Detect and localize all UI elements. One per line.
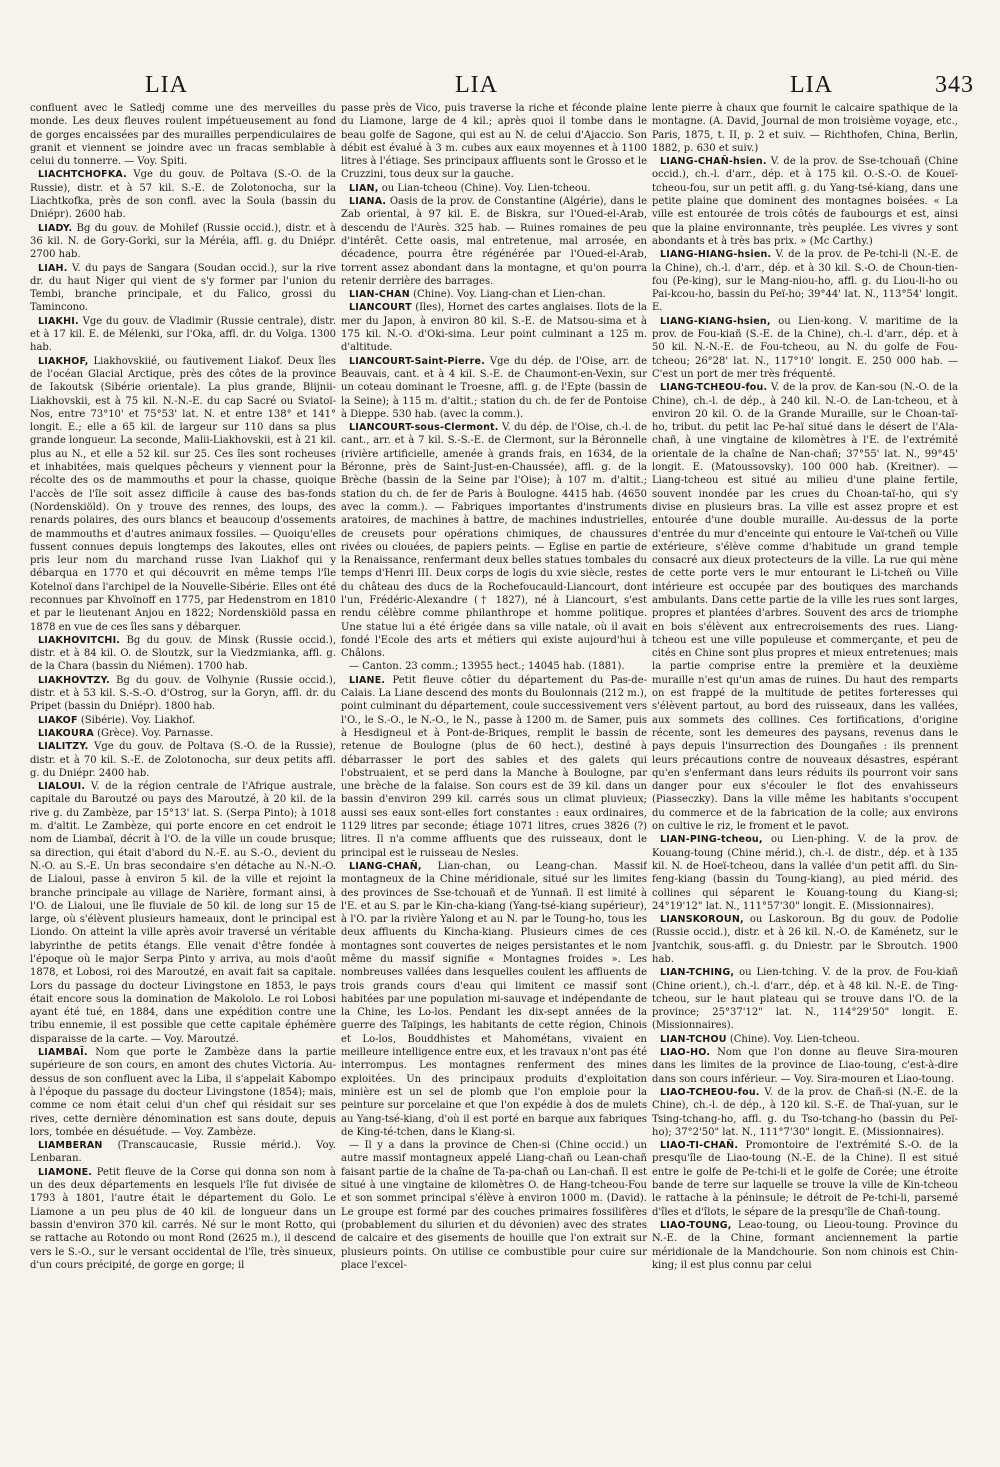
entry-headword: LIAKHOVTZY. bbox=[38, 674, 110, 686]
dictionary-entry bbox=[341, 674, 647, 860]
entry-text: Vge du gouv. de Vladimir (Russie centrale), distr. et à 17 kil. E. de Mélenki, sur l'Oka, affl. dr. du Volga. 1300 hab. bbox=[30, 315, 336, 354]
running-head-center: LIA bbox=[455, 72, 498, 98]
entry-text: (Transcaucasie, Russie mérid.). Voy. Lenbaran. bbox=[30, 1140, 336, 1165]
entry-headword: LIAMONE. bbox=[38, 1166, 93, 1178]
entry-headword: LIALOUI. bbox=[38, 781, 86, 793]
dictionary-entry bbox=[341, 182, 647, 195]
entry-headword: LIAO-TI-CHAÑ. bbox=[660, 1140, 739, 1152]
dictionary-entry bbox=[30, 740, 336, 780]
entry-text: Leao-toung, ou Lieou-toung. Province du N.-E. de la Chine, formant anciennement la partie méridionale de la Mandchourie. Son nom chinois est Chin-king; il est plus connu par celui bbox=[652, 1219, 958, 1271]
dictionary-entry bbox=[652, 1046, 958, 1086]
dictionary-entry bbox=[652, 1139, 958, 1219]
dictionary-entry bbox=[341, 301, 647, 354]
entry-text: (Chine). Voy. Lien-tcheou. bbox=[729, 1033, 860, 1045]
entry-text: V. du pays de Sangara (Soudan occid.), sur la rive dr. du haut Niger qui vient de s'y former par l'union du Tembi, branche principale, et du Falico, grossi du Tamincono. bbox=[30, 262, 336, 314]
dictionary-entry bbox=[30, 1166, 336, 1272]
entry-headword: LIAN-PING-tcheou, bbox=[660, 834, 763, 846]
entry-text: Lian-chan, ou Leang-chan. Massif montagneux de la Chine méridionale, situé sur les limites des provinces de Sse-tchouañ et de Yunnañ. Il est limité à l'E. et au S. par le Kin-cha-kiang (Yang-tsé-kiang supérieur), à l'O. par la rivière Yalong et au N. par le Toung-ho, tous les deux affluents du Kincha-kiang. Plusieurs cimes de ces montagnes sont couvertes de neiges persistantes et le nom même du massif signifie « Montagnes froides ». Les nombreuses vallées dans lesquelles coulent les affluents de trois grands cours d'eau qui limitent ce massif sont habitées par une population mi-sauvage et indépendante de la Chine, les Lo-los. Pendant les dix-sept années de la guerre des Taïpings, les habitants de cette région, Chinois et Lo-los, Bouddhistes et Mahométans, vivaient en meilleure intelligence entre eux, et les travaux n'ont pas été interrompus. Les montagnes renferment des mines exploitées. Un des principaux produits d'exploitation minière est un sel de plomb que l'on emploie pour la peinture sur porcelaine et que l'on expédie à dos de mulets au Yang-tsé-kiang, d'où il est porté en barque aux fabriques de King-té-tchen, dans le Kiang-si. bbox=[341, 860, 647, 1138]
entry-text: Petit fleuve côtier du département du Pas-de-Calais. La Liane descend des monts du Boulonnais (212 m.), point culminant du département, coule successivement vers l'O., le S.-O., le N.-O., le N., passe à 1200 m. de Samer, puis à Hesdigneul et à Pont-de-Briques, remplit le bassin de retenue de Boulogne (plus de 60 hect.), destiné à débarrasser le port des sables et des galets qui l'obstruaient, et se perd dans la Manche à Boulogne, par une brèche de la falaise. Son cours est de 39 kil. dans un bassin d'environ 299 kil. carrés sous un climat pluvieux; aussi ses eaux sont-elles fort constantes : eaux ordinaires, 1129 litres par seconde; étiage 1071 litres, crues 3826 (?) litres. Il n'a comme affluents que des ruisseaux, dont le principal est le ruisseau de Nesles. bbox=[341, 674, 647, 859]
dictionary-entry bbox=[652, 248, 958, 314]
entry-text: Bg du gouv. de Volhynie (Russie occid.), distr. et à 53 kil. S.-S.-O. d'Ostrog, sur la Goryn, affl. dr. du Pripet (bassin du Dniépr). 1800 hab. bbox=[30, 674, 336, 713]
entry-headword: LIAKOURA bbox=[38, 727, 94, 739]
dictionary-entry bbox=[30, 780, 336, 1046]
dictionary-entry bbox=[652, 315, 958, 381]
entry-headword: LIANG-HIANG-hsien. bbox=[660, 249, 772, 261]
entry-text: Nom que porte le Zambèze dans la partie supérieure de son cours, en amont des chutes Victoria. Au-dessus de son confluent avec la Liba, il s'appelait Kabompo à l'époque du passage du docteur Livingstone (1854); mais, comme ce nom était celui d'un chef qui résidait sur ses rives, cette dernière dénomination est sans doute, depuis lors, tombée en désuétude. — Voy. Zambèze. bbox=[30, 1047, 336, 1138]
entry-headword: LIAMBAÏ. bbox=[38, 1047, 88, 1059]
entry-text: V. de la région centrale de l'Afrique australe, capitale du Baroutzé ou pays des Maroutzé, à 20 kil. de la rive g. du Zambèze, par 15°13' lat. S. (Serpa Pinto); à 1018 m. d'altit. Le Zambèze, qui porte encore en cet endroit le nom de Liambaï, décrit à l'O. de la ville un coude brusque; sa direction, qui était d'abord du N.-E. au S.-O., devient du N.-O. au S.-E. Un bras secondaire s'en détache au N.-N.-O. de Lialoui, passe à environ 5 kil. de la ville et rejoint la branche principale au village de Narière, formant ainsi, à l'O. de Lialoui, une île fluviale de 50 kil. de long sur 15 de large, où s'élèvent plusieurs hameaux, dont le principal est Liondo. On atteint la ville après avoir traversé un véritable labyrinthe de petits étangs. Elle venait d'être fondée à l'époque où le major Serpa Pinto y arriva, au mois d'août 1878, et Lobosi, roi des Maroutzé, en avait fait sa capitale. Lors du passage du docteur Livingstone en 1853, le pays était encore sous la domination de Makololo. Le roi Lobosi ayant été tué, en 1884, dans une expédition contre une tribu ennemie, il est possible que cette capitale éphémère disparaisse de la carte. — Voy. Maroutzé. bbox=[30, 781, 336, 1045]
entry-text: Vge du gouv. de Poltava (S.-O. de la Russie), distr. et à 70 kil. S.-E. de Zolotonocha, sur deux petits affl. g. du Dniépr. 2400 hab. bbox=[30, 741, 336, 779]
entry-headword: LIAKHOF, bbox=[38, 355, 89, 367]
entry-text: Vge du dép. de l'Oise, arr. de Beauvais, cant. et à 4 kil. S.-E. de Chaumont-en-Vexin, sur un coteau dominant le Troesne, affl. g. de l'Epte (bassin de la Seine); à 115 m. d'altit.; station du ch. de fer de Pontoise à Dieppe. 530 hab. (avec la comm.). bbox=[341, 355, 647, 420]
dictionary-entry bbox=[30, 355, 336, 634]
entry-text: V. de la prov. de Kan-sou (N.-O. de la Chine), ch.-l. de dép., à 240 kil. N.-O. de Lan-tcheou, et à environ 20 kil. O. de la Grande Muraille, sur le Choan-taï-ho, tribut. du petit lac Pe-haï situé dans le désert de l'Ala-chañ, à une vingtaine de kilomètres à l'E. de l'extrémité orientale de la chaîne de Nan-chañ; 37°55' lat. N., 99°45' longit. E. (Matoussovsky). 100 000 hab. (Kreitner). — Liang-tcheou est situé au milieu d'une plaine fertile, souvent inondée par les crues du Choan-taï-ho, qui s'y divise en plusieurs bras. La ville est assez propre et est entourée d'une double muraille. Au-dessus de la porte d'entrée du mur d'enceinte qui entoure le Vaï-tcheñ ou Ville extérieure, s'élève comme d'habitude un grand temple consacré aux dieux protecteurs de la ville. La rue qui mène de cette porte vers le mur entourant le Li-tcheñ ou Ville intérieure est occupée par des boutiques des marchands ambulants. Dans cette partie de la ville les rues sont larges, propres et plantées d'arbres. Souvent des arcs de triomphe en bois s'élèvent aux entrecroisements des rues. Liang-tcheou est une ville populeuse et commerçante, et peu de cités en Chine sont plus propres et mieux entretenues; mais la partie comprise entre la première et la deuxième muraille n'est qu'un amas de ruines. Du haut des remparts on est frappé de la multitude de petites forteresses qui s'élèvent partout, au bord des ruisseaux, dans les vallées, aux sommets des collines. Ces fortifications, d'origine récente, sont les demeures des paysans, revenus dans le pays depuis l'insurrection des Doungañes : ils prennent leurs précautions contre de nouveaux désastres, espérant qu'en s'enfermant dans leurs réduits ils pourront voir sans danger pour eux s'écouler le flot des envahisseurs (Piasseczky). Dans la ville même les habitants s'occupent du commerce et de la fabrication de la colle; aux environs on cultive le riz, le froment et le pavot. bbox=[652, 382, 958, 833]
entry-headword: LIANG-TCHEOU-fou. bbox=[660, 382, 768, 394]
dictionary-entry bbox=[652, 913, 958, 966]
entry-headword: LIANG-KIANG-hsien, bbox=[660, 315, 771, 327]
entry-headword: LIANG-CHAÑ-hsien. bbox=[660, 156, 767, 168]
entry-headword: LIANCOURT-sous-Clermont. bbox=[349, 422, 499, 434]
dictionary-entry bbox=[652, 1219, 958, 1272]
page-header bbox=[0, 72, 1000, 102]
entry-headword: LIANSKOROUN, bbox=[660, 914, 744, 926]
dictionary-entry bbox=[30, 714, 336, 727]
entry-headword: LIAH. bbox=[38, 262, 68, 274]
dictionary-entry bbox=[30, 634, 336, 674]
entry-headword: LIAN, bbox=[349, 182, 379, 194]
entry-text: Vge du gouv. de Poltava (S.-O. de la Russie), distr. et à 57 kil. S.-E. de Zolotonocha, sur la Liachtkofka, près de son confl. avec la Soula (bassin du Dniépr). 2600 hab. bbox=[30, 169, 336, 221]
page-number: 343 bbox=[935, 72, 974, 98]
entry-text: lente pierre à chaux que fournit le calcaire spathique de la montagne. (A. David, Journal de mon troisième voyage, etc., Paris, 1875, t. II, p. 2 et suiv. — Richthofen, China, Berlin, 1882, p. 630 et suiv.) bbox=[652, 103, 958, 154]
dictionary-entry bbox=[30, 168, 336, 221]
entry-text: V. de la prov. de Sse-tchouañ (Chine occid.), ch.-l. d'arr., dép. et à 175 kil. O.-S.-O. de Koueï-tcheou-fou, sur un petit affl. g. du Yang-tsé-kiang, dans une petite plaine que dominent des montagnes boisées. « La ville est entourée de trois côtés de faubourgs et est, ainsi que la plaine environnante, très peuplée. Les vivres y sont abondants et à très bas prix. » (Mc Carthy.) bbox=[652, 156, 958, 247]
entry-headword: LIAO-TOUNG, bbox=[660, 1219, 732, 1231]
entry-headword: LIADY. bbox=[38, 222, 73, 234]
dictionary-entry bbox=[30, 262, 336, 315]
entry-headword: LIAKOF bbox=[38, 714, 78, 726]
entry-text: passe près de Vico, puis traverse la riche et féconde plaine du Liamone, large de 4 kil.; après quoi il tombe dans le beau golfe de Sagone, qui est au N. de celui d'Ajaccio. Son débit est évalué à 3 m. cubes aux eaux moyennes et à 1100 litres à l'étiage. Ses principaux affluents sont le Grosso et le Cruzzini, tous deux sur la gauche. bbox=[341, 103, 647, 181]
entry-headword: LIAKHOVITCHI. bbox=[38, 634, 121, 646]
dictionary-entry bbox=[341, 660, 647, 673]
entry-text: V. de la prov. de Pe-tchi-li (N.-E. de la Chine), ch.-l. d'arr., dép. et à 30 kil. S.-O. de Choun-tien-fou (Pe-king), sur le Mang-niou-ho, affl. g. du Liou-li-ho ou Pai-kcou-ho, bassin du Peï-ho; 39°44' lat. N., 113°54' longit. E. bbox=[652, 249, 958, 314]
entry-headword: LIAN-TCHOU bbox=[660, 1033, 727, 1045]
dictionary-entry bbox=[341, 288, 647, 301]
dictionary-entry bbox=[30, 315, 336, 355]
dictionary-entry bbox=[341, 860, 647, 1139]
entry-text: Nom que l'on donne au fleuve Sira-mouren dans les limites de la province de Liao-toung, c'est-à-dire dans son cours inférieur. — Voy. Sira-mouren et Liao-toung. bbox=[652, 1047, 958, 1085]
entry-text: Bg du gouv. de Minsk (Russie occid.), distr. et à 84 kil. O. de Sloutzk, sur la Viedzmianka, affl. g. de la Chara (bassin du Niémen). 1700 hab. bbox=[30, 634, 336, 673]
entry-text: Liakhovskiié, ou fautivement Liakof. Deux îles de l'océan Glacial Arctique, près des côtes de la province de Iakoutsk (Sibérie orientale). La plus grande, Blijnii-Liakhovskii, est à 75 kil. N.-N.-E. du cap Sacré ou Sviatoï-Nos, entre 73°10' et 75°53' lat. N. et entre 138° et 141° longit. E.; elle a 65 kil. de largeur sur 110 dans sa plus grande longueur. La seconde, Malii-Liakhovskii, est à 21 kil. plus au N., et elle a 52 kil. sur 25. Ces îles sont rocheuses et inhabitées, mais quelques pêcheurs y viennent pour la récolte des os de mammouths et pour la chasse, quoique l'accès de l'île soit assez difficile à cause des bas-fonds (Nordenskiöld). On y trouve des rennes, des loups, des renards polaires, des ours blancs et beaucoup d'ossements de mammouths et d'autres animaux fossiles. — Quoiqu'elles fussent connues depuis longtemps des Iakoutes, elles ont pris leur nom du marchand russe Ivan Liakhof qui y débarqua en 1770 et qui découvrit en même temps l'île Kotelnoï dans l'archipel de la Nouvelle-Sibérie. Elles ont été reconnues par Khvoïnoff en 1775, par Hedenstrom en 1810 et par le lieutenant Anjou en 1822; Nordenskiöld passa en 1878 en vue de ces îles sans y débarquer. bbox=[30, 355, 336, 633]
dictionary-entry bbox=[341, 195, 647, 288]
dictionary-entry bbox=[341, 355, 647, 421]
dictionary-entry bbox=[341, 421, 647, 660]
entry-text: ou Lien-kong. V. maritime de la prov. de Fou-kiañ (S.-E. de la Chine), ch.-l. d'arr., dép. et à 50 kil. N.-N.-E. de Fou-tcheou, au N. du golfe de Fou-tcheou; 26°28' lat. N., 117°10' longit. E. 250 000 hab. — C'est un port de mer très fréquenté. bbox=[652, 315, 958, 380]
dictionary-entry bbox=[30, 102, 336, 168]
running-head-left: LIA bbox=[145, 72, 188, 98]
dictionary-entry bbox=[341, 102, 647, 182]
entry-headword: LIAMBERAN bbox=[38, 1140, 103, 1152]
entry-text: — Il y a dans la province de Chen-si (Chine occid.) un autre massif montagneux appelé Liang-chañ ou Lean-chañ faisant partie de la chaîne de Ta-pa-chañ ou Lan-chañ. Il est situé à une vingtaine de kilomètres O. de Hang-tcheou-Fou et son sommet principal s'élève à environ 1000 m. (David). Le groupe est formé par des couches primaires fossilifères (probablement du silurien et du dévonien) avec des strates de calcaire et des gisements de houille que l'on extrait sur plusieurs points. On utilise ce combustible pour cuire sur place l'excel- bbox=[341, 1140, 647, 1271]
dictionary-entry bbox=[30, 674, 336, 714]
entry-text: confluent avec le Satledj comme une des merveilles du monde. Les deux fleuves roulent impétueusement au fond de gorges encaissées par des murailles perpendiculaires de granit et viennent se joindre avec un fracas semblable à celui du tonnerre. — Voy. Spiti. bbox=[30, 103, 336, 168]
entry-text: V. du dép. de l'Oise, ch.-l. de cant., arr. et à 7 kil. S.-S.-E. de Clermont, sur la Béronnelle (rivière artificielle, amenée à grands frais, en 1634, de la Béronne, près de Saint-Just-en-Chaussée), affl. g. de la Brèche (bassin de la Seine par l'Oise); à 107 m. d'altit.; station du ch. de fer de Paris à Boulogne. 4415 hab. (4650 avec la comm.). — Fabriques importantes d'instruments aratoires, de machines à battre, de machines industrielles, de creusets pour opérations chimiques, de chaussures rivées ou clouées, de papiers peints. — Eglise en partie de la Renaissance, renfermant deux belles statues tombales du temps d'Henri III. Deux corps de logis du xvie siècle, restes du château des ducs de la Rochefoucauld-Liancourt, dont l'un, Frédéric-Alexandre († 1827), né à Liancourt, s'est rendu célèbre comme philanthrope et homme politique. Une statue lui a été érigée dans sa ville natale, où il avait fondé l'Ecole des arts et métiers qui existe aujourd'hui à Châlons. bbox=[341, 422, 647, 660]
running-head-right: LIA bbox=[790, 72, 833, 98]
entry-headword: LIANA. bbox=[349, 196, 387, 208]
dictionary-entry bbox=[652, 155, 958, 248]
dictionary-entry bbox=[30, 1046, 336, 1139]
entry-text: ou Lien-phing. V. de la prov. de Kouang-toung (Chine mérid.), ch.-l. de distr., dép. et à 135 kil. N. de Hoeï-tcheou, dans la vallée d'un petit affl. du Sin-feng-kiang (bassin du Toung-kiang), au pied mérid. des collines qui séparent le Kouang-toung du Kiang-si; 24°19'12" lat. N., 111°57'30" longit. E. (Missionnaires). bbox=[652, 834, 958, 912]
dictionary-entry bbox=[652, 1033, 958, 1046]
entry-headword: LIANCOURT bbox=[349, 302, 412, 314]
entry-headword: LIAKHI. bbox=[38, 315, 79, 327]
text-column-2 bbox=[341, 102, 647, 1442]
entry-headword: LIAO-HO. bbox=[660, 1047, 711, 1059]
entry-text: Bg du gouv. de Mohilef (Russie occid.), distr. et à 36 kil. N. de Gory-Gorki, sur la Méréia, affl. g. du Dniépr. 2700 hab. bbox=[30, 222, 336, 261]
entry-text: Petit fleuve de la Corse qui donna son nom à un des deux départements en lesquels l'île fut divisée de 1793 à 1801, l'autre était le département du Golo. Le Liamone a un peu plus de 40 kil. de longueur dans un bassin d'environ 370 kil. carrés. Né sur le mont Rotto, qui se rattache au Rotondo ou mont Rond (2625 m.), il descend vers le S.-O., sur le versant occidental de l'île, très sinueux, d'un cours précipité, de gorge en gorge; il bbox=[30, 1166, 336, 1271]
entry-text: (Sibérie). Voy. Liakhof. bbox=[80, 714, 196, 726]
entry-headword: LIAN-CHAN bbox=[349, 289, 410, 301]
dictionary-entry bbox=[652, 833, 958, 913]
dictionary-entry bbox=[30, 222, 336, 262]
dictionary-entry bbox=[30, 1139, 336, 1166]
dictionary-entry bbox=[341, 1139, 647, 1272]
entry-headword: LIACHTCHOFKA. bbox=[38, 169, 127, 181]
entry-text: ou Lien-tching. V. de la prov. de Fou-kiañ (Chine orient.), ch.-l. d'arr., dép. et à 48 kil. N.-E. de Ting-tcheou, sur le haut plateau qui se trouve dans l'O. de la province; 25°37'12" lat. N., 114°29'50" longit. E. (Missionnaires). bbox=[652, 967, 958, 1032]
entry-headword: LIAN-TCHING, bbox=[660, 967, 735, 979]
entry-headword: LIANG-CHAÑ, bbox=[349, 860, 422, 872]
dictionary-entry bbox=[652, 381, 958, 833]
text-column-3 bbox=[652, 102, 958, 1442]
entry-text: — Canton. 23 comm.; 13955 hect.; 14045 hab. (1881). bbox=[349, 661, 625, 673]
dictionary-entry bbox=[652, 966, 958, 1032]
entry-text: ou Lian-tcheou (Chine). Voy. Lien-tcheou. bbox=[381, 182, 591, 194]
text-column-1 bbox=[30, 102, 336, 1442]
entry-text: Oasis de la prov. de Constantine (Algérie), dans le Zab oriental, à 97 kil. E. de Biskra, sur l'Oued-el-Arab, descendu de l'Aurès. 325 hab. — Ruines romaines de peu d'intérêt. Cette oasis, mal entretenue, mal arrosée, en décadence, pourra être régénérée par l'Oued-el-Arab, torrent assez abondant dans la montagne, et qu'on pourra retenir derrière des barrages. bbox=[341, 196, 647, 287]
entry-text: (Grèce). Voy. Parnasse. bbox=[97, 727, 214, 739]
entry-text: (Chine). Voy. Liang-chan et Lien-chan. bbox=[413, 289, 606, 301]
entry-headword: LIANCOURT-Saint-Pierre. bbox=[349, 355, 486, 367]
entry-headword: LIALITZY. bbox=[38, 741, 89, 753]
dictionary-entry bbox=[652, 102, 958, 155]
entry-text: ou Laskoroun. Bg du gouv. de Podolie (Russie occid.), distr. et à 26 kil. N.-O. de Kaménetz, sur le Jvantchik, sous-affl. g. du Dniestr. par le Sbroutch. 1900 hab. bbox=[652, 914, 958, 965]
entry-text: V. de la prov. de Chañ-si (N.-E. de la Chine), ch.-l. de dép., à 120 kil. S.-E. de Thaï-yuan, sur le Tsing-tchang-ho, affl. g. du Tso-tchang-ho (bassin du Peï-ho); 37°2'50" lat. N., 111°7'30" longit. E. (Missionnaires). bbox=[652, 1086, 958, 1138]
entry-text: (Iles), Hornet des cartes anglaises. Ilots de la mer du Japon, à environ 80 kil. S.-E. de Matsou-sima et à 175 kil. N.-O. d'Oki-sima. Leur point culminant a 125 m. d'altitude. bbox=[341, 302, 647, 354]
dictionary-entry bbox=[30, 727, 336, 740]
entry-text: Promontoire de l'extrémité S.-O. de la presqu'île de Liao-toung (N.-E. de la Chine). Il est situé entre le golfe de Pe-tchi-li et le golfe de Corée; une étroite bande de terre sur laquelle se trouve la ville de Kin-tcheou le rattache à la péninsule; le détroit de Pe-tchi-li, parsemé d'îles et d'îlots, le sépare de la presqu'île de Chañ-toung. bbox=[652, 1140, 958, 1218]
entry-headword: LIANE. bbox=[349, 674, 386, 686]
dictionary-entry bbox=[652, 1086, 958, 1139]
entry-headword: LIAO-TCHEOU-fou. bbox=[660, 1086, 760, 1098]
